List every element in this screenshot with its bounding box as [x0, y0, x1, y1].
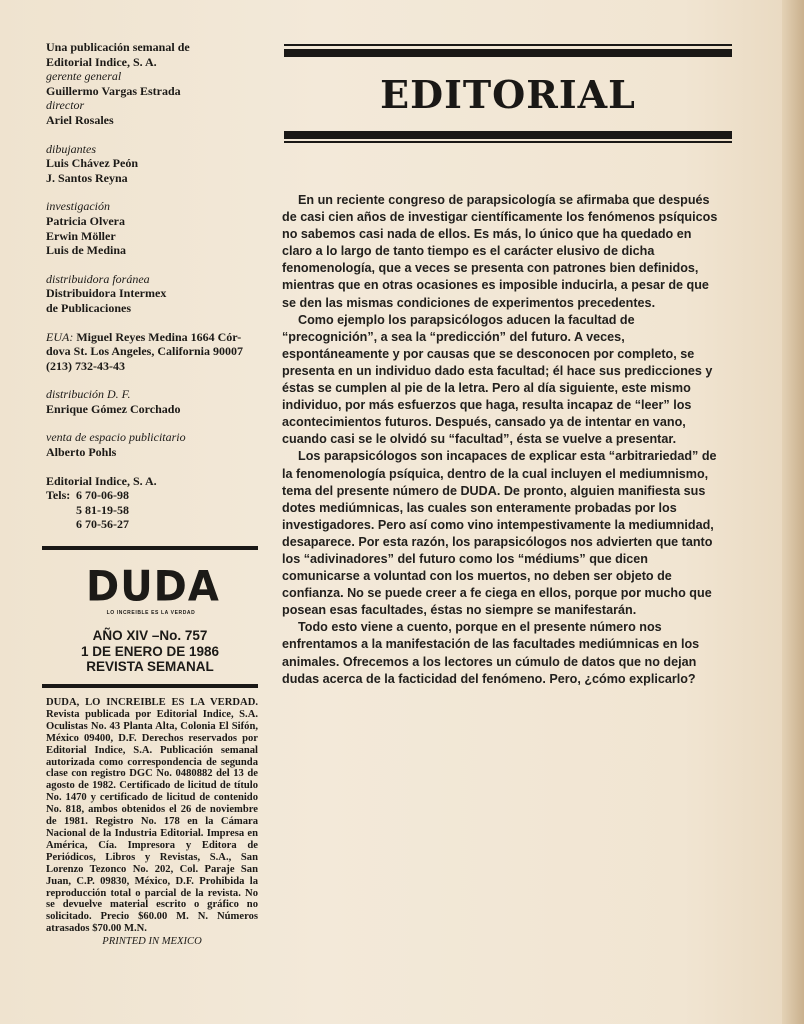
- artist-name: J. Santos Reyna: [46, 170, 128, 185]
- manager-name: Guillermo Vargas Estrada: [46, 83, 181, 98]
- title-rule-bottom-thin: [284, 141, 732, 143]
- phone-number: 6 70-06-98: [76, 488, 129, 503]
- phone-number: 5 81-19-58: [76, 502, 129, 517]
- staff-box: [46, 40, 260, 532]
- legal-notice: [46, 697, 258, 948]
- researcher-name: Patricia Olvera: [46, 213, 125, 228]
- director-name: Ariel Rosales: [46, 112, 114, 127]
- research-role: investigación: [46, 199, 110, 214]
- title-rule-top-thin: [284, 44, 732, 46]
- page-edge: [782, 0, 804, 1024]
- phone-label: Tels:: [46, 488, 71, 503]
- editorial-paragraph: Como ejemplo los parapsicólogos aducen la facultad de “precognición”, a sea la “predicción” del futuro. A veces, espontáneamente y por causas que se desconocen por completo, se presenta en un individuo dado esta facultad; él hace sus predicciones y éstas se cumplen al pie de la letra. Pero al día siguiente, este mismo individuo, por más esfuerzos que haga, resulta incapaz de “leer” los acontecimientos futuros. Después, cansado ya de intentar en vano, cuando casi se le olvidó su “facultad”, ésta se vuelve a presentar.: [282, 312, 713, 447]
- printed-in: PRINTED IN MEXICO: [102, 936, 202, 948]
- phone-number: 6 70-56-27: [76, 517, 129, 532]
- distribution-foreign-role: distribuidora foránea: [46, 271, 150, 286]
- distribution-foreign-name: de Publicaciones: [46, 300, 132, 315]
- divider-rule: [42, 684, 258, 688]
- director-role: director: [46, 98, 85, 113]
- distribution-foreign-name: Distribuidora Intermex: [46, 286, 167, 301]
- company-name: Editorial Indice, S. A.: [46, 473, 157, 488]
- title-rule-top-thick: [284, 49, 732, 57]
- divider-rule: [42, 546, 258, 550]
- editorial-paragraph: En un reciente congreso de parapsicología se afirmaba que después de casi cien años de investigar científicamente los fenómenos psíquicos no sabemos casi nada de ellos. Es más, lo único que ha quedado en claro a lo largo de tanto tiempo es el carácter elusivo de dicha fenomenología, que a veces se presenta con patrones bien definidos, mientras que en otras ocasiones es imposible inducirla, a pesar de que se den las mismas condiciones de experimentos precedentes.: [282, 193, 718, 310]
- publisher-line: Una publicación semanal de: [46, 40, 190, 54]
- issue-date: 1 DE ENERO DE 1986: [80, 643, 220, 659]
- researcher-name: Erwin Möller: [46, 228, 116, 243]
- editorial-title: EDITORIAL: [380, 72, 636, 117]
- researcher-name: Luis de Medina: [46, 243, 127, 258]
- logo-word: DUDA: [86, 562, 220, 612]
- artists-role: dibujantes: [46, 141, 96, 156]
- distribution-df-name: Enrique Gómez Corchado: [46, 401, 181, 416]
- usa-role: EUA:: [46, 329, 74, 344]
- ad-sales-name: Alberto Pohls: [46, 445, 117, 460]
- usa-line3: (213) 732-43-43: [46, 358, 125, 373]
- logo-tagline: LO INCREIBLE ES LA VERDAD: [106, 610, 196, 616]
- title-rule-bottom-thick: [284, 131, 732, 139]
- duda-logo: [86, 562, 220, 622]
- manager-role: gerente general: [46, 69, 122, 84]
- ad-sales-role: venta de espacio publicitario: [46, 430, 186, 445]
- phone-block: [46, 488, 260, 532]
- distribution-df-role: distribución D. F.: [46, 387, 131, 402]
- publisher-name: Editorial Indice, S. A.: [46, 54, 157, 69]
- issue-volume: AÑO XIV –No. 757: [92, 628, 208, 643]
- editorial-body: [282, 192, 724, 688]
- issue-info: [42, 628, 258, 675]
- editorial-paragraph: Todo esto viene a cuento, porque en el presente número nos enfrentamos a la manifestación de las facultades mediúmnicas en los animales. Ofrecemos a los lectores un cúmulo de datos que no dejan dudas acerca de la facticidad del fenómeno. Pero, ¿cómo explicarlo?: [282, 620, 700, 686]
- usa-contact: [46, 330, 260, 345]
- issue-type: REVISTA SEMANAL: [86, 659, 214, 674]
- artist-name: Luis Chávez Peón: [46, 156, 139, 171]
- legal-text: DUDA, LO INCREIBLE ES LA VERDAD. Revista publicada por Editorial Indice, S.A. Oculistas No. 43 Planta Alta, Colonia El Sifón, México 09400, D.F. Derechos reservados por Editorial Indice, S.A. Publicación semanal autorizada como correspondencia de segunda clase con registro DGC No. 0480882 del 13 de agosto de 1982. Certificado de licitud de título No. 1470 y certificado de licitud de contenido No. 818, ambos obtenidos el 26 de noviembre de 1981. Registro No. 178 en la Cámara Nacional de la Industria Editorial. Impresa en América, Cía. Impresora y Editora de Periódicos, Libros y Revistas, S.A., San Lorenzo Tezonco No. 202, Col. Paraje San Juan, C.P. 09830, México, D.F. Prohibida la reproducción total o parcial de la revista. No se devuelve material escrito o gráfico no solicitado. Precio $60.00 M. N. Números atrasados $70.00 M.N.: [46, 697, 258, 935]
- editorial-paragraph: Los parapsicólogos son incapaces de explicar esta “arbitrariedad” de la fenomenología psíquica, dentro de la cual incluyen el mediumnismo, tema del presente número de DUDA. De pronto, alguien manifiesta sus dotes mediúmnicas, las cuales son enteramente probadas por los investigadores. Pero así como vino intempestivamente la mediumnidad, desaparece. Por esta razón, los parapsicólogos nos advierten que tanto los “adivinadores” del futuro como los “médiums” que dicen comunicarse a voluntad con los muertos, no deben ser objeto de confianza. No se puede creer a fe ciega en ellos, porque por mucho que posean esas facultades, éstas no siempre se manifestarán.: [282, 449, 717, 618]
- usa-line2: dova St. Los Angeles, California 90007: [46, 344, 244, 359]
- usa-line1: Miguel Reyes Medina 1664 Cór-: [76, 329, 242, 344]
